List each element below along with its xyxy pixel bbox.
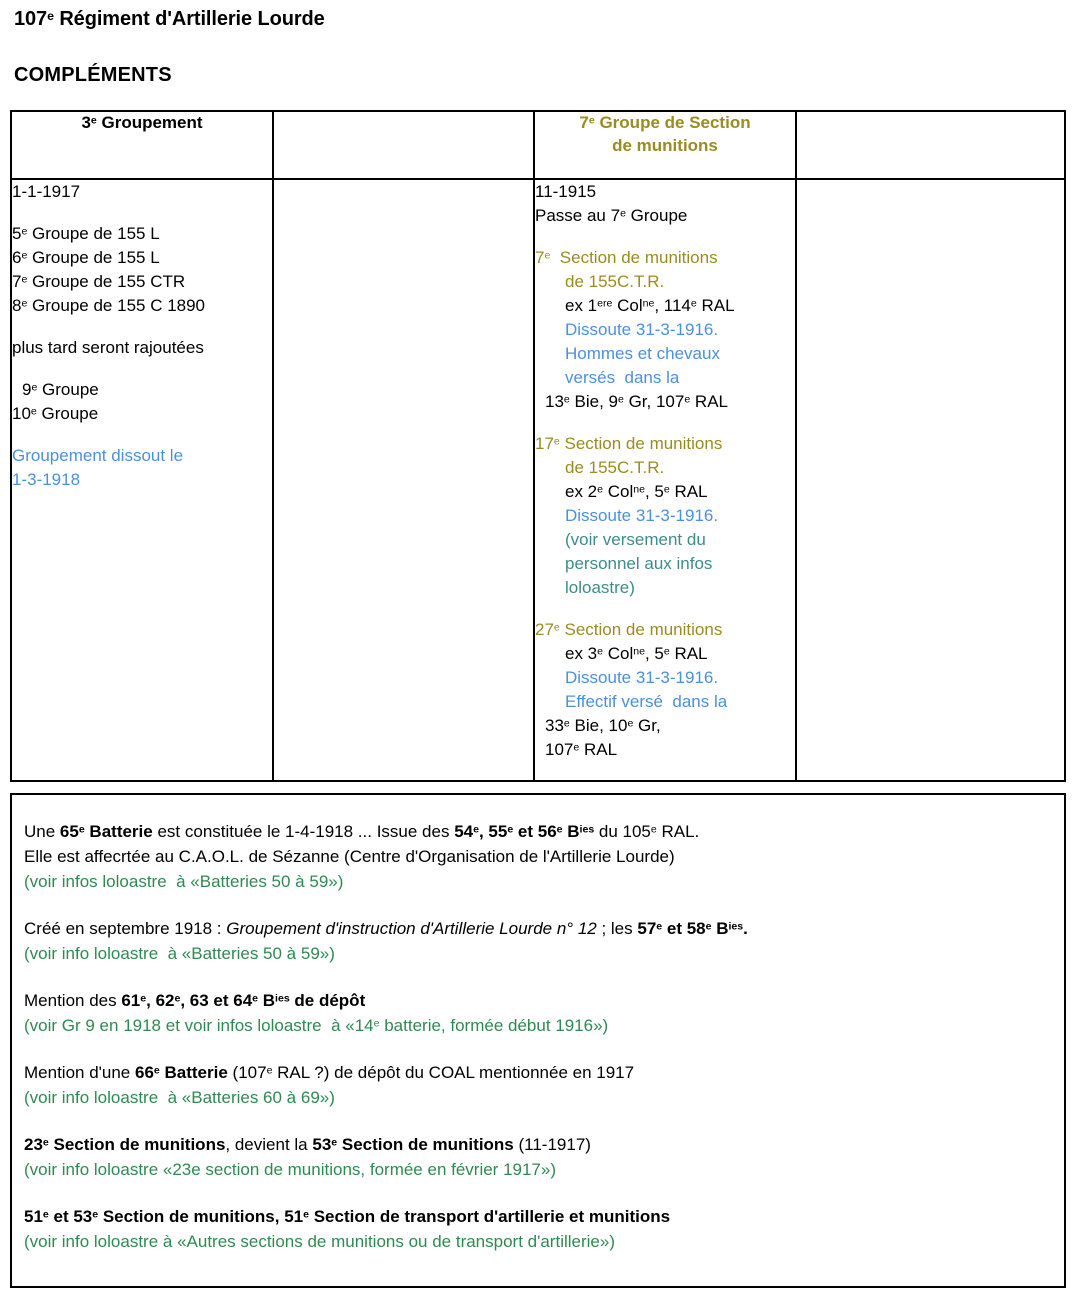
text-line: Effectif versé dans la: [565, 692, 728, 711]
text-line: 13e Bie, 9e Gr, 107e RAL: [545, 392, 728, 411]
header-label-3e-groupement: 3e Groupement: [81, 113, 203, 132]
text-line: 8e Groupe de 155 C 1890: [12, 296, 206, 315]
groupement-table: [10, 110, 1066, 782]
text-line: 6e Groupe de 155 L: [12, 248, 160, 267]
table-body-cell-3: [534, 179, 796, 781]
header-label-7e-groupe-de-section-de-munitions: 7e Groupe de Section de munitions: [579, 113, 751, 155]
text-line: Dissoute 31-3-1916.: [565, 668, 719, 687]
text-line: 33e Bie, 10e Gr,: [545, 716, 661, 735]
table-body-cell-4: [796, 179, 1065, 781]
note-cross-reference: (voir info loloastre à «Batteries 60 à 69»): [24, 1088, 335, 1107]
text-line: ex 2e Col$^{ne}$, 5e RAL: [565, 482, 708, 501]
line-spacer: [535, 414, 795, 432]
section-heading-complements: COMPLÉMENTS: [14, 64, 172, 86]
text-line: 7e Section de munitions: [535, 248, 718, 267]
text-line: 11-1915: [535, 182, 597, 201]
note-cross-reference: (voir info loloastre à «Batteries 50 à 59»): [24, 944, 335, 963]
table-body-cell-2: [273, 179, 534, 781]
table-header-cell-4: [796, 111, 1065, 179]
table-body-cell-1: [11, 179, 273, 781]
text-line: versés dans la: [565, 368, 680, 387]
text-line: (voir versement du: [565, 530, 706, 549]
table-header-cell-1: [11, 111, 273, 179]
note-cross-reference: (voir Gr 9 en 1918 et voir infos loloastre à «14e batterie, formée début 1916»): [24, 1016, 609, 1035]
note-text-line: Elle est affecrtée au C.A.O.L. de Sézanne (Centre d'Organisation de l'Artillerie Lourde): [24, 847, 675, 866]
note-text-line: 23e Section de munitions, devient la 53e Section de munitions (11-1917): [24, 1135, 591, 1154]
line-spacer: [535, 600, 795, 618]
text-line: loloastre): [565, 578, 635, 597]
table-header-cell-2: [273, 111, 534, 179]
line-spacer: [12, 426, 272, 444]
text-line: ex 1ere Col$^{ne}$, 114e RAL: [565, 296, 735, 315]
text-line: de 155C.T.R.: [565, 458, 665, 477]
column-1-content: [12, 180, 272, 492]
text-line: plus tard seront rajoutées: [12, 338, 204, 357]
text-line: Dissoute 31-3-1916.: [565, 506, 719, 525]
note-text-line: Mention d'une 66e Batterie (107e RAL ?) de dépôt du COAL mentionnée en 1917: [24, 1063, 635, 1082]
note-block: [24, 916, 1052, 966]
table-header-cell-3: [534, 111, 796, 179]
note-block: [24, 1060, 1052, 1110]
line-spacer: [535, 228, 795, 246]
text-line: 10e Groupe: [12, 404, 99, 423]
text-line: 9e Groupe: [22, 380, 99, 399]
table-body-row: [11, 179, 1065, 781]
note-text-line: Créé en septembre 1918 : Groupement d'instruction d'Artillerie Lourde n° 12 ; les 57e et 58e $B^{ies}$.: [24, 919, 748, 938]
text-line: 17e Section de munitions: [535, 434, 723, 453]
text-line: 5e Groupe de 155 L: [12, 224, 160, 243]
text-line: 1-1-1917: [12, 182, 81, 201]
text-line: Hommes et chevaux: [565, 344, 720, 363]
note-block: [24, 988, 1052, 1038]
text-line: 27e Section de munitions: [535, 620, 723, 639]
note-cross-reference: (voir infos loloastre à «Batteries 50 à 59»): [24, 872, 344, 891]
text-line: ex 3e Col$^{ne}$, 5e RAL: [565, 644, 708, 663]
text-line: Groupement dissout le: [12, 446, 184, 465]
line-spacer: [12, 360, 272, 378]
line-spacer: [12, 318, 272, 336]
text-line: 7e Groupe de 155 CTR: [12, 272, 186, 291]
page-title: 107e Régiment d'Artillerie Lourde: [14, 8, 325, 30]
line-spacer: [12, 204, 272, 222]
table-header-row: [11, 111, 1065, 179]
text-line: 107e RAL: [545, 740, 618, 759]
note-text-line: Mention des 61e, 62e, 63 et 64e $B^{ies}$ de dépôt: [24, 991, 366, 1010]
note-text-line: Une 65e Batterie est constituée le 1-4-1918 ... Issue des 54e, 55e et 56e $B^{ies}$ du 105e RAL.: [24, 822, 700, 841]
note-cross-reference: (voir info loloastre à «Autres sections de munitions ou de transport d'artillerie»): [24, 1232, 615, 1251]
text-line: Dissoute 31-3-1916.: [565, 320, 719, 339]
column-3-content: [535, 180, 795, 762]
text-line: 1-3-1918: [12, 470, 81, 489]
notes-box: [10, 793, 1066, 1288]
note-cross-reference: (voir info loloastre «23e section de munitions, formée en février 1917»): [24, 1160, 557, 1179]
notes-list: [24, 819, 1052, 1254]
note-block: [24, 1204, 1052, 1254]
note-block: [24, 1132, 1052, 1182]
text-line: de 155C.T.R.: [565, 272, 665, 291]
note-text-line: 51e et 53e Section de munitions, 51e Section de transport d'artillerie et munitions: [24, 1207, 671, 1226]
text-line: Passe au 7e Groupe: [535, 206, 688, 225]
note-block: [24, 819, 1052, 894]
text-line: personnel aux infos: [565, 554, 713, 573]
